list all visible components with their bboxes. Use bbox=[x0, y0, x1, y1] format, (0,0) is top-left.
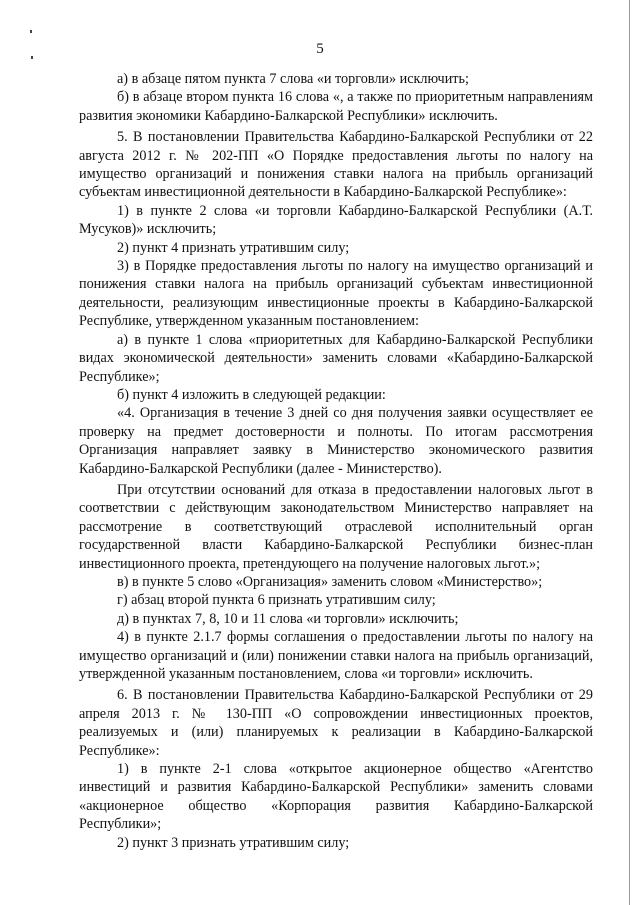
paragraph: 1) в пункте 2 слова «и торговли Кабардино-Балкарской Республики (А.Т. Мусуков)» исключить; bbox=[79, 202, 593, 238]
paragraph: 2) пункт 4 признать утратившим силу; bbox=[117, 239, 350, 256]
page-edge-line bbox=[629, 0, 630, 905]
paragraph: При отсутствии оснований для отказа в предоставлении налоговых льгот в соответствии с действующим законодательством Министерство направляет на рассмотрение в соответствующий отраслевой исполнительный орган государственной власти Кабардино-Балкарской Республики бизнес-план инвестиционного проекта, претендующего на получение налоговых льгот.»; bbox=[79, 481, 593, 572]
paragraph: 2) пункт 3 признать утратившим силу; bbox=[117, 834, 350, 851]
paragraph: 4) в пункте 2.1.7 формы соглашения о предоставлении льготы по налогу на имущество организаций и (или) понижении ставки налога на прибыль организаций, утвержденной указанным постановлением, слова «и торговли» исключить. bbox=[79, 629, 593, 682]
paragraph: а) в абзаце пятом пункта 7 слова «и торговли» исключить; bbox=[117, 71, 469, 87]
paragraph: г) абзац второй пункта 6 признать утратившим силу; bbox=[117, 592, 436, 609]
paragraph: в) в пункте 5 слово «Организация» заменить словом «Министерство»; bbox=[117, 573, 543, 590]
paragraph: «4. Организация в течение 3 дней со дня получения заявки осуществляет ее проверку на предмет достоверности и полноты. По итогам рассмотрения Организация направляет заявку в Министерство экономического развития Кабардино-Балкарской Республики (далее - Министерство). bbox=[79, 405, 593, 477]
paragraph: 1) в пункте 2-1 слова «открытое акционерное общество «Агентство инвестиций и развития Кабардино-Балкарской Республики» заменить словами «акционерное общество «Корпорация развития Кабардино-Балкарской Республики»; bbox=[79, 761, 593, 833]
paragraph: 6. В постановлении Правительства Кабардино-Балкарской Республики от 29 апреля 2013 г. № 130-ПП «О сопровождении инвестиционных проектов, реализуемых и (или) планируемых к реализации в Кабардино-Балкарской Республике»: bbox=[79, 687, 593, 759]
paragraph: б) в абзаце втором пункта 16 слова «, а также по приоритетным направлениям развития экономики Кабардино-Балкарской Республики» исключить. bbox=[79, 89, 593, 124]
paragraph: а) в пункте 1 слова «приоритетных для Кабардино-Балкарской Республики видах экономической деятельности» заменить словами «Кабардино-Балкарской Республике»; bbox=[79, 331, 593, 385]
document-body bbox=[79, 70, 593, 852]
paragraph: 3) в Порядке предоставления льготы по налогу на имущество организаций и понижения ставки налога на прибыль организаций субъектам инвестиционной деятельности, реализующим инвестиционные проекты в Кабардино-Балкарской Республике, утвержденном указанным постановлением: bbox=[79, 258, 593, 330]
paragraph: д) в пунктах 7, 8, 10 и 11 слова «и торговли» исключить; bbox=[117, 610, 459, 627]
paragraph: 5. В постановлении Правительства Кабардино-Балкарской Республики от 22 августа 2012 г. № 202-ПП «О Порядке предоставления льготы по налогу на имущество организаций и понижения ставки налога на прибыль организаций субъектам инвестиционной деятельности в Кабардино-Балкарской Республике»: bbox=[79, 129, 593, 201]
binding-mark-top bbox=[30, 30, 32, 33]
page-number: 5 bbox=[316, 41, 324, 57]
paragraph: б) пункт 4 изложить в следующей редакции: bbox=[117, 386, 386, 403]
